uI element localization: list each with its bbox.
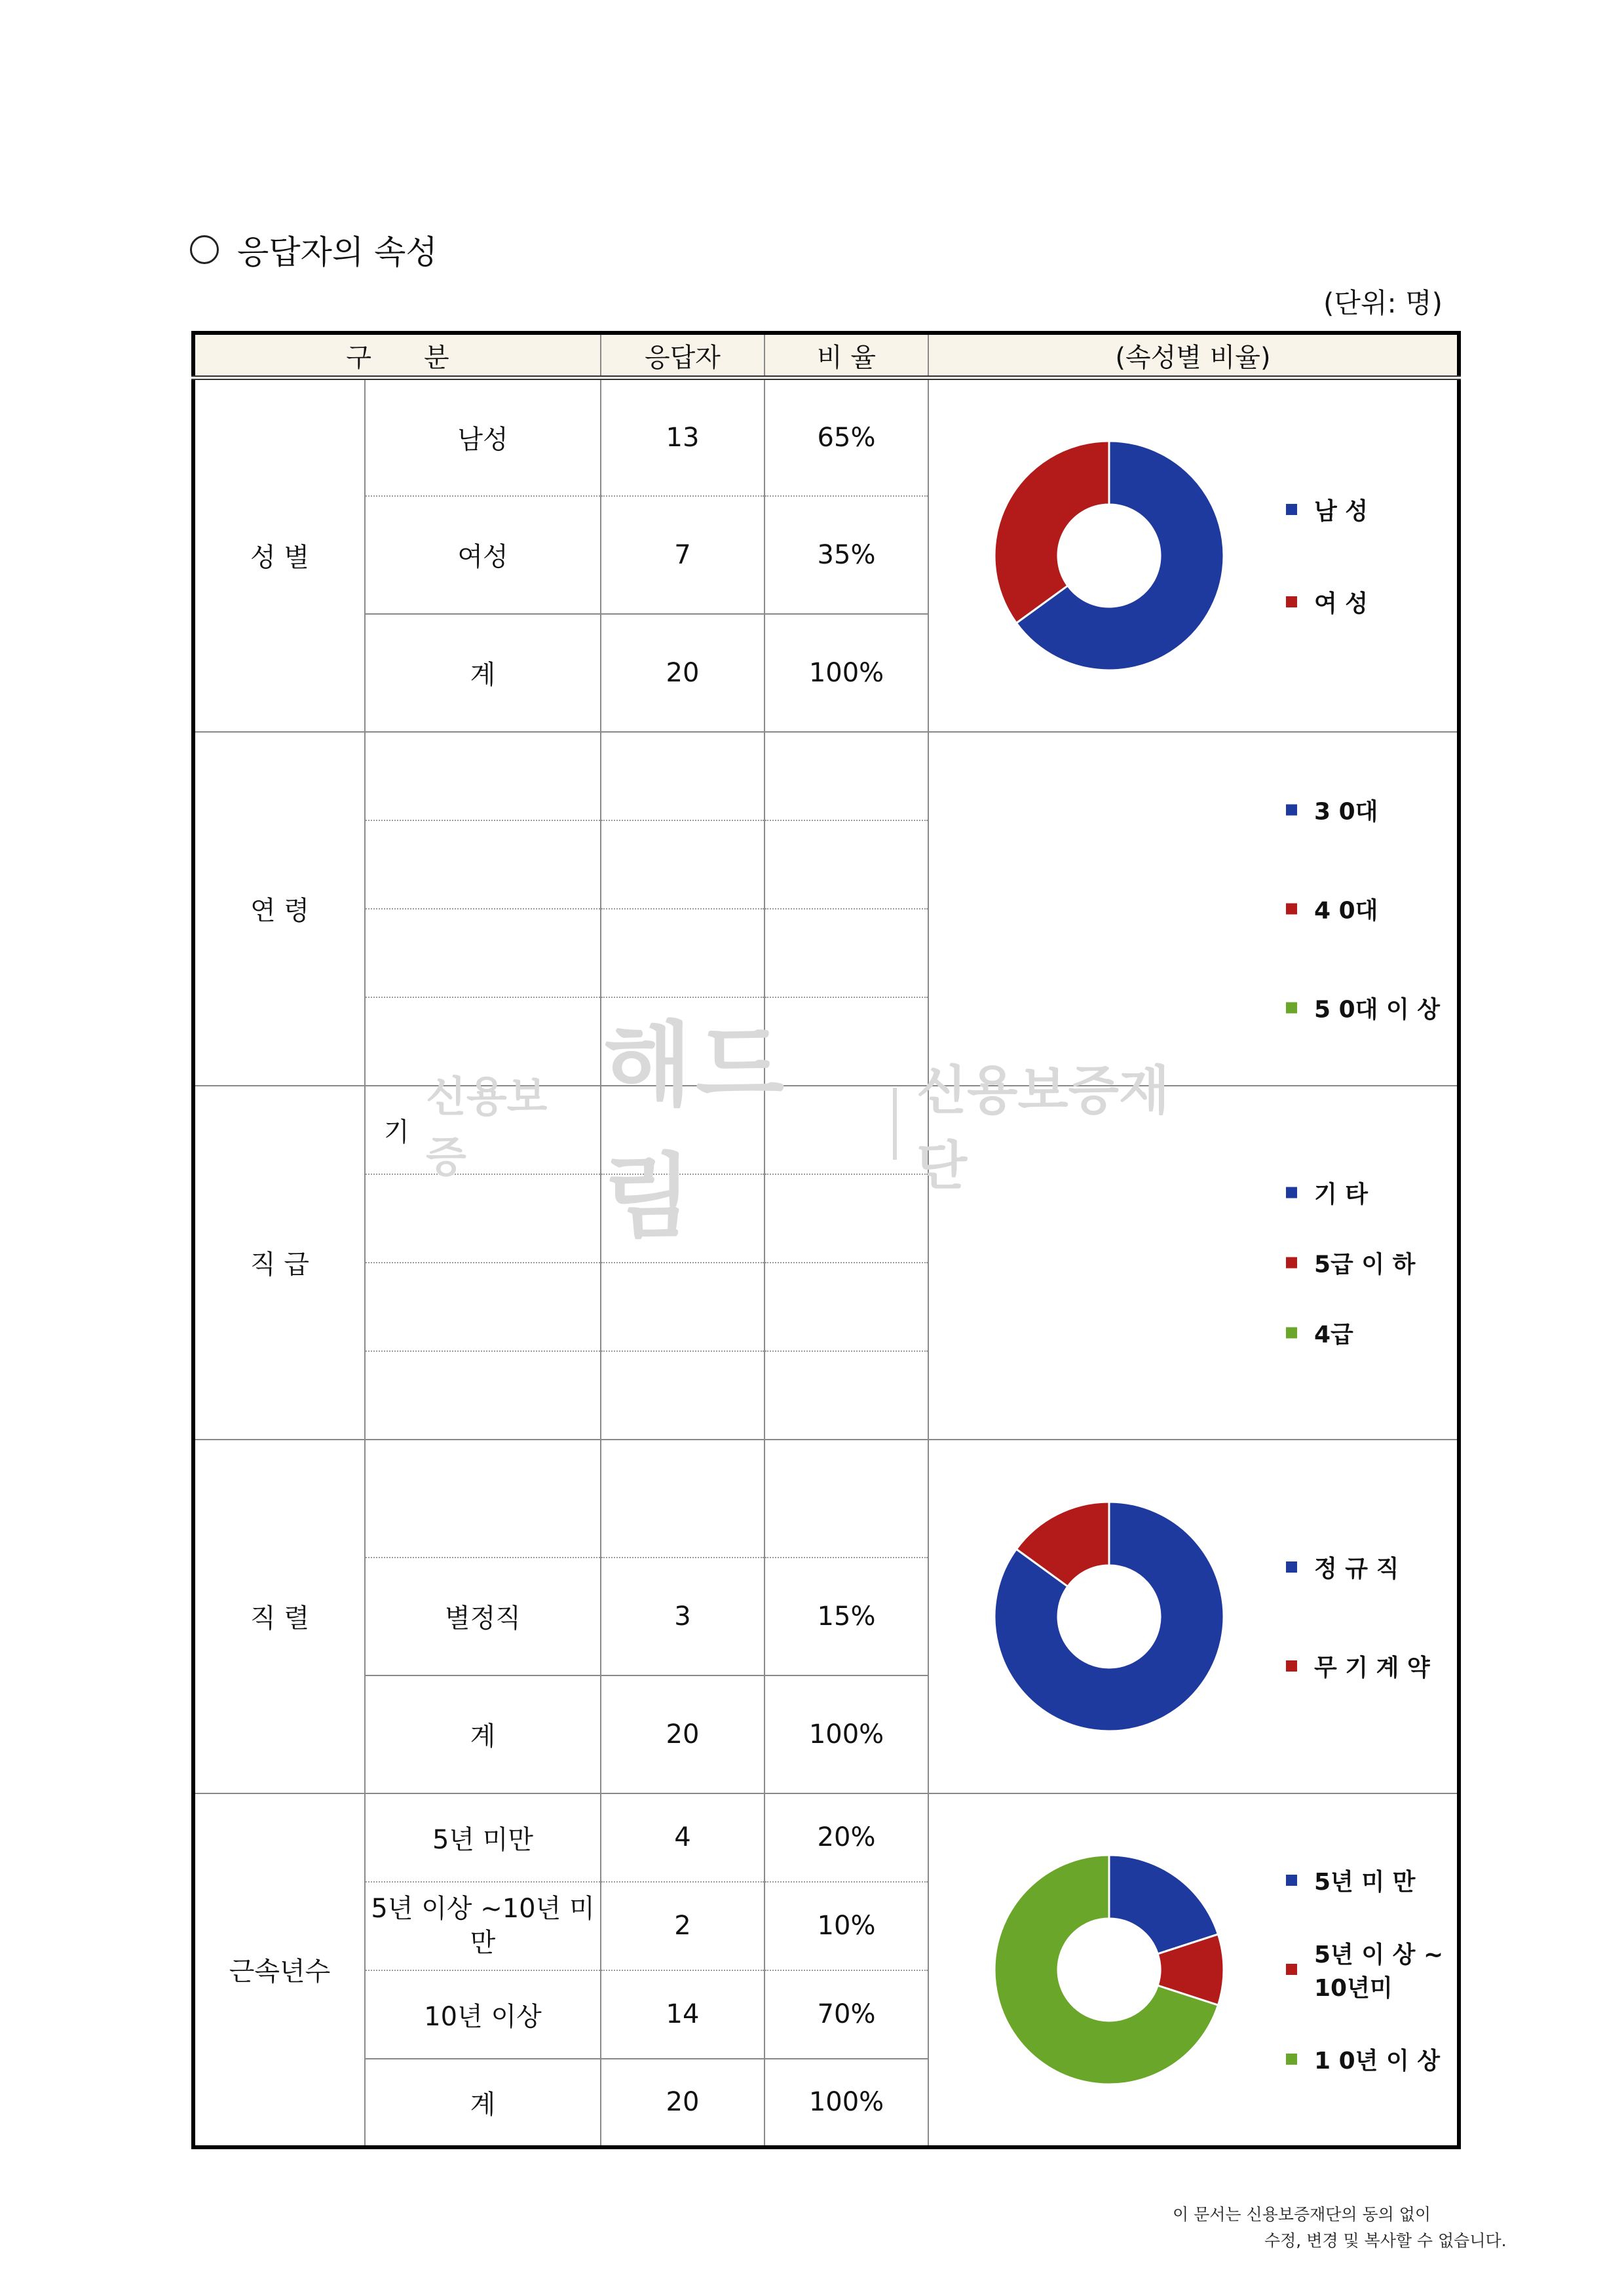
header-respondents: 응답자 xyxy=(601,333,765,378)
row-item: 남성 xyxy=(365,378,601,496)
row-item xyxy=(365,732,601,820)
legend-swatch-blue xyxy=(1286,504,1297,515)
legend-rank xyxy=(1286,1176,1415,1349)
legend-swatch-green xyxy=(1286,1002,1297,1013)
row-ratio xyxy=(765,732,928,820)
chart-cell-job-series xyxy=(928,1440,1459,1793)
section-title-text: 응답자의 속성 xyxy=(237,233,438,271)
row-ratio: 65% xyxy=(765,378,928,496)
legend-item: 3 0대 xyxy=(1286,793,1440,826)
legend-item: 5년 미 만 xyxy=(1286,1864,1452,1897)
row-count xyxy=(601,732,765,820)
group-label-tenure: 근속년수 xyxy=(193,1793,365,2147)
row-item: 계 xyxy=(365,614,601,732)
header-chart: (속성별 비율) xyxy=(928,333,1459,378)
watermark xyxy=(426,1012,1212,1251)
row-item: 5년 미만 xyxy=(365,1793,601,1882)
legend-item: 기 타 xyxy=(1286,1176,1415,1209)
legend-item: 1 0년 이 상 xyxy=(1286,2042,1452,2076)
chart-cell-tenure xyxy=(928,1793,1459,2147)
table-row xyxy=(193,1793,1459,1882)
circle-bullet-icon xyxy=(190,235,219,264)
row-ratio: 100% xyxy=(765,614,928,732)
legend-age xyxy=(1286,793,1440,1024)
legend-swatch-red xyxy=(1286,1964,1297,1975)
table-header-row xyxy=(193,333,1459,378)
row-item xyxy=(365,820,601,909)
row-count xyxy=(601,1351,765,1440)
legend-swatch-blue xyxy=(1286,1561,1297,1573)
legend-item: 5년 이 상 ~ 10년미 xyxy=(1286,1936,1452,2003)
legend-swatch-blue xyxy=(1286,804,1297,815)
row-count: 13 xyxy=(601,378,765,496)
row-item: 계 xyxy=(365,1675,601,1793)
row-item xyxy=(365,1440,601,1558)
row-count xyxy=(601,1263,765,1351)
watermark-center: 해드림 xyxy=(603,1012,789,1251)
pie-chart-tenure xyxy=(988,1848,1230,2091)
legend-swatch-green xyxy=(1286,1327,1297,1338)
legend-swatch-red xyxy=(1286,1257,1297,1268)
row-ratio: 70% xyxy=(765,1970,928,2059)
row-item: 여성 xyxy=(365,496,601,614)
row-count: 14 xyxy=(601,1970,765,2059)
legend-gender xyxy=(1286,493,1368,619)
row-ratio: 15% xyxy=(765,1558,928,1675)
legend-swatch-green xyxy=(1286,2054,1297,2065)
group-label-job-series: 직 렬 xyxy=(193,1440,365,1793)
legend-swatch-blue xyxy=(1286,1875,1297,1886)
legend-swatch-red xyxy=(1286,596,1297,607)
group-label-rank: 직 급 xyxy=(193,1086,365,1440)
row-item xyxy=(365,909,601,997)
row-ratio xyxy=(765,1351,928,1440)
chart-cell-gender xyxy=(928,378,1459,732)
legend-swatch-red xyxy=(1286,1660,1297,1672)
row-ratio xyxy=(765,1440,928,1558)
legend-item: 정 규 직 xyxy=(1286,1550,1430,1584)
row-item: 5년 이상 ~10년 미만 xyxy=(365,1882,601,1970)
header-category: 구 분 xyxy=(193,333,601,378)
row-item: 계 xyxy=(365,2059,601,2147)
pie-chart-job-series xyxy=(988,1495,1230,1738)
table-row xyxy=(193,378,1459,496)
row-item: 기 xyxy=(365,1086,601,1174)
row-count xyxy=(601,909,765,997)
row-item: 별정직 xyxy=(365,1558,601,1675)
row-ratio: 100% xyxy=(765,1675,928,1793)
footer-line-1: 이 문서는 신용보증재단의 동의 없이 xyxy=(1173,2205,1431,2224)
row-ratio: 20% xyxy=(765,1793,928,1882)
chart-cell-age xyxy=(928,732,1459,1086)
footer-line-2: 수정, 변경 및 복사할 수 없습니다. xyxy=(1264,2231,1507,2250)
row-ratio xyxy=(765,1263,928,1351)
row-count: 3 xyxy=(601,1558,765,1675)
legend-item: 5 0대 이 상 xyxy=(1286,991,1440,1024)
pie-chart-gender xyxy=(988,434,1230,677)
row-count xyxy=(601,1440,765,1558)
row-ratio: 35% xyxy=(765,496,928,614)
header-ratio: 비 율 xyxy=(765,333,928,378)
row-count xyxy=(601,820,765,909)
legend-item: 무 기 계 약 xyxy=(1286,1649,1430,1683)
legend-tenure xyxy=(1286,1864,1452,2076)
table-row xyxy=(193,1440,1459,1558)
row-ratio: 10% xyxy=(765,1882,928,1970)
group-label-gender: 성 별 xyxy=(193,378,365,732)
row-count: 20 xyxy=(601,2059,765,2147)
watermark-left: 신용보증 xyxy=(426,1073,548,1182)
watermark-divider xyxy=(893,1088,897,1160)
row-count: 20 xyxy=(601,1675,765,1793)
unit-note: (단위: 명) xyxy=(1323,287,1443,319)
table-row xyxy=(193,732,1459,820)
legend-swatch-red xyxy=(1286,903,1297,914)
pie-slice xyxy=(994,441,1109,623)
legend-item: 4 0대 xyxy=(1286,892,1440,925)
row-count: 2 xyxy=(601,1882,765,1970)
legend-swatch-blue xyxy=(1286,1187,1297,1198)
row-item xyxy=(365,1174,601,1263)
legend-item: 5급 이 하 xyxy=(1286,1246,1415,1279)
legend-item: 여 성 xyxy=(1286,585,1368,619)
row-count: 4 xyxy=(601,1793,765,1882)
legend-item: 남 성 xyxy=(1286,493,1368,526)
row-count: 7 xyxy=(601,496,765,614)
section-title xyxy=(190,226,438,273)
row-ratio xyxy=(765,820,928,909)
watermark-right: 신용보증재단 xyxy=(916,1060,1170,1196)
row-item xyxy=(365,1351,601,1440)
group-label-age: 연 령 xyxy=(193,732,365,1086)
legend-job-series xyxy=(1286,1550,1430,1683)
row-item: 10년 이상 xyxy=(365,1970,601,2059)
row-ratio: 100% xyxy=(765,2059,928,2147)
legend-item: 4급 xyxy=(1286,1316,1415,1349)
row-ratio xyxy=(765,909,928,997)
footer-notice xyxy=(1173,2202,1507,2254)
row-count: 20 xyxy=(601,614,765,732)
row-item xyxy=(365,1263,601,1351)
